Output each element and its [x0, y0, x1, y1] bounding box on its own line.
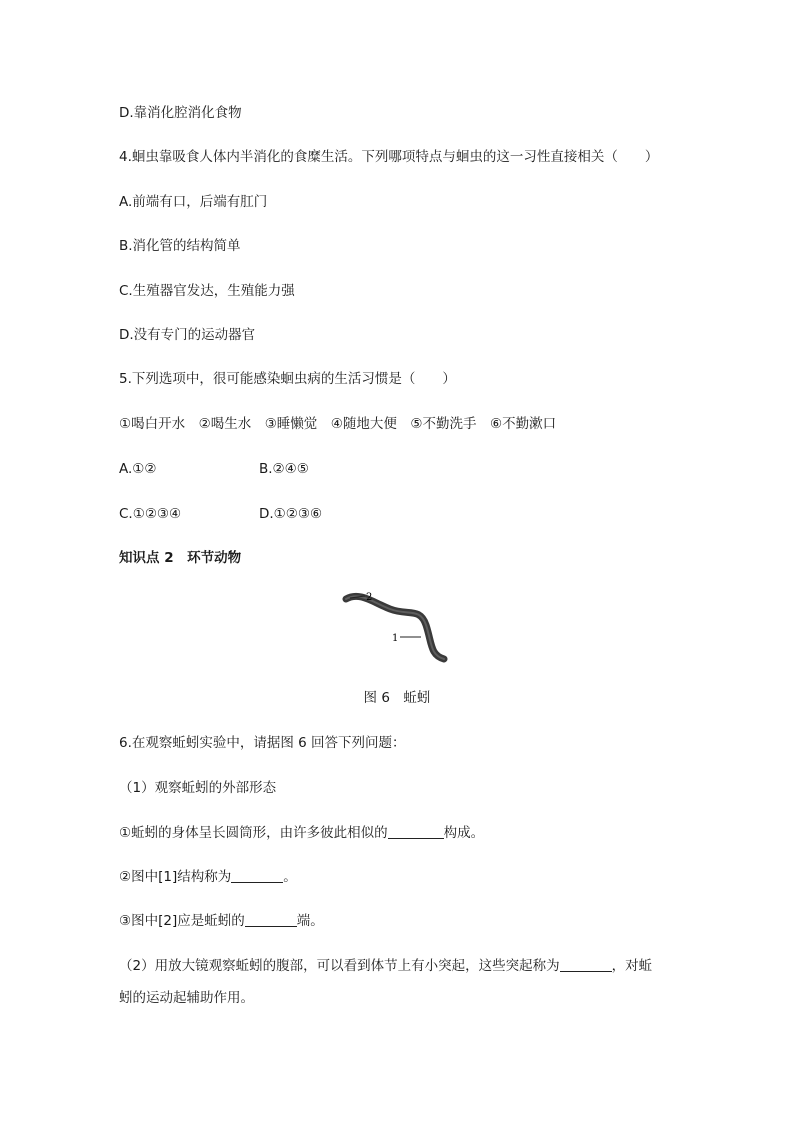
- figure-label-1: 1: [392, 633, 399, 644]
- q5-habit-items: ①喝白开水 ②喝生水 ③睡懒觉 ④随地大便 ⑤不勤洗手 ⑥不勤漱口: [119, 416, 557, 432]
- q5-option-b: B.②④⑤: [259, 461, 309, 477]
- q4-option-a: A.前端有口，后端有肛门: [119, 194, 268, 210]
- q3-option-d: D.靠消化腔消化食物: [119, 105, 242, 121]
- answer-blank-segments[interactable]: [388, 824, 444, 839]
- section-heading: 知识点 2 环节动物: [119, 550, 242, 566]
- q6-part-1a-text: ①蚯蚓的身体呈长圆筒形，由许多彼此相似的: [119, 825, 388, 841]
- q5-option-c: C.①②③④: [119, 506, 182, 522]
- earthworm-illustration: [330, 585, 470, 675]
- q6-part-1c-suffix: 端。: [296, 913, 324, 929]
- q6-part-1b-text: ②图中[1]结构称为: [119, 869, 232, 885]
- q6-part-2-suffix: ，对蚯: [611, 958, 653, 974]
- answer-blank-end-2[interactable]: [245, 912, 297, 927]
- q4-option-c: C.生殖器官发达，生殖能力强: [119, 283, 295, 299]
- q5-options-row-2: [119, 505, 679, 523]
- q5-stem: 5.下列选项中，很可能感染蛔虫病的生活习惯是（ ）: [119, 371, 456, 387]
- answer-blank-structure-1[interactable]: [231, 868, 283, 883]
- q4-option-d: D.没有专门的运动器官: [119, 327, 256, 343]
- q6-part-1b: [119, 868, 297, 886]
- q6-part-2-text: （2）用放大镜观察蚯蚓的腹部，可以看到体节上有小突起，这些突起称为: [119, 958, 560, 974]
- figure-label-2: 2: [366, 592, 373, 603]
- q6-part-2: [119, 957, 652, 975]
- q6-stem: 6.在观察蚯蚓实验中，请据图 6 回答下列问题：: [119, 735, 406, 751]
- q6-part-1c: [119, 912, 324, 930]
- answer-blank-setae[interactable]: [560, 957, 612, 972]
- earthworm-figure: [330, 585, 470, 675]
- q5-options-row-1: [119, 460, 679, 478]
- figure-caption: 图 6 蚯蚓: [363, 690, 431, 706]
- q5-option-a: A.①②: [119, 461, 157, 477]
- q5-option-d: D.①②③⑥: [259, 506, 323, 522]
- q6-part-1c-text: ③图中[2]应是蚯蚓的: [119, 913, 245, 929]
- q4-option-b: B.消化管的结构简单: [119, 238, 241, 254]
- q6-part-1b-suffix: 。: [283, 869, 297, 885]
- q6-part-1a: [119, 824, 484, 842]
- q4-stem: 4.蛔虫靠吸食人体内半消化的食糜生活。下列哪项特点与蛔虫的这一习性直接相关（ ）: [119, 149, 659, 165]
- q6-part-2-continued: 蚓的运动起辅助作用。: [119, 990, 254, 1006]
- q6-part-1-heading: （1）观察蚯蚓的外部形态: [119, 780, 277, 796]
- q6-part-1a-suffix: 构成。: [443, 825, 485, 841]
